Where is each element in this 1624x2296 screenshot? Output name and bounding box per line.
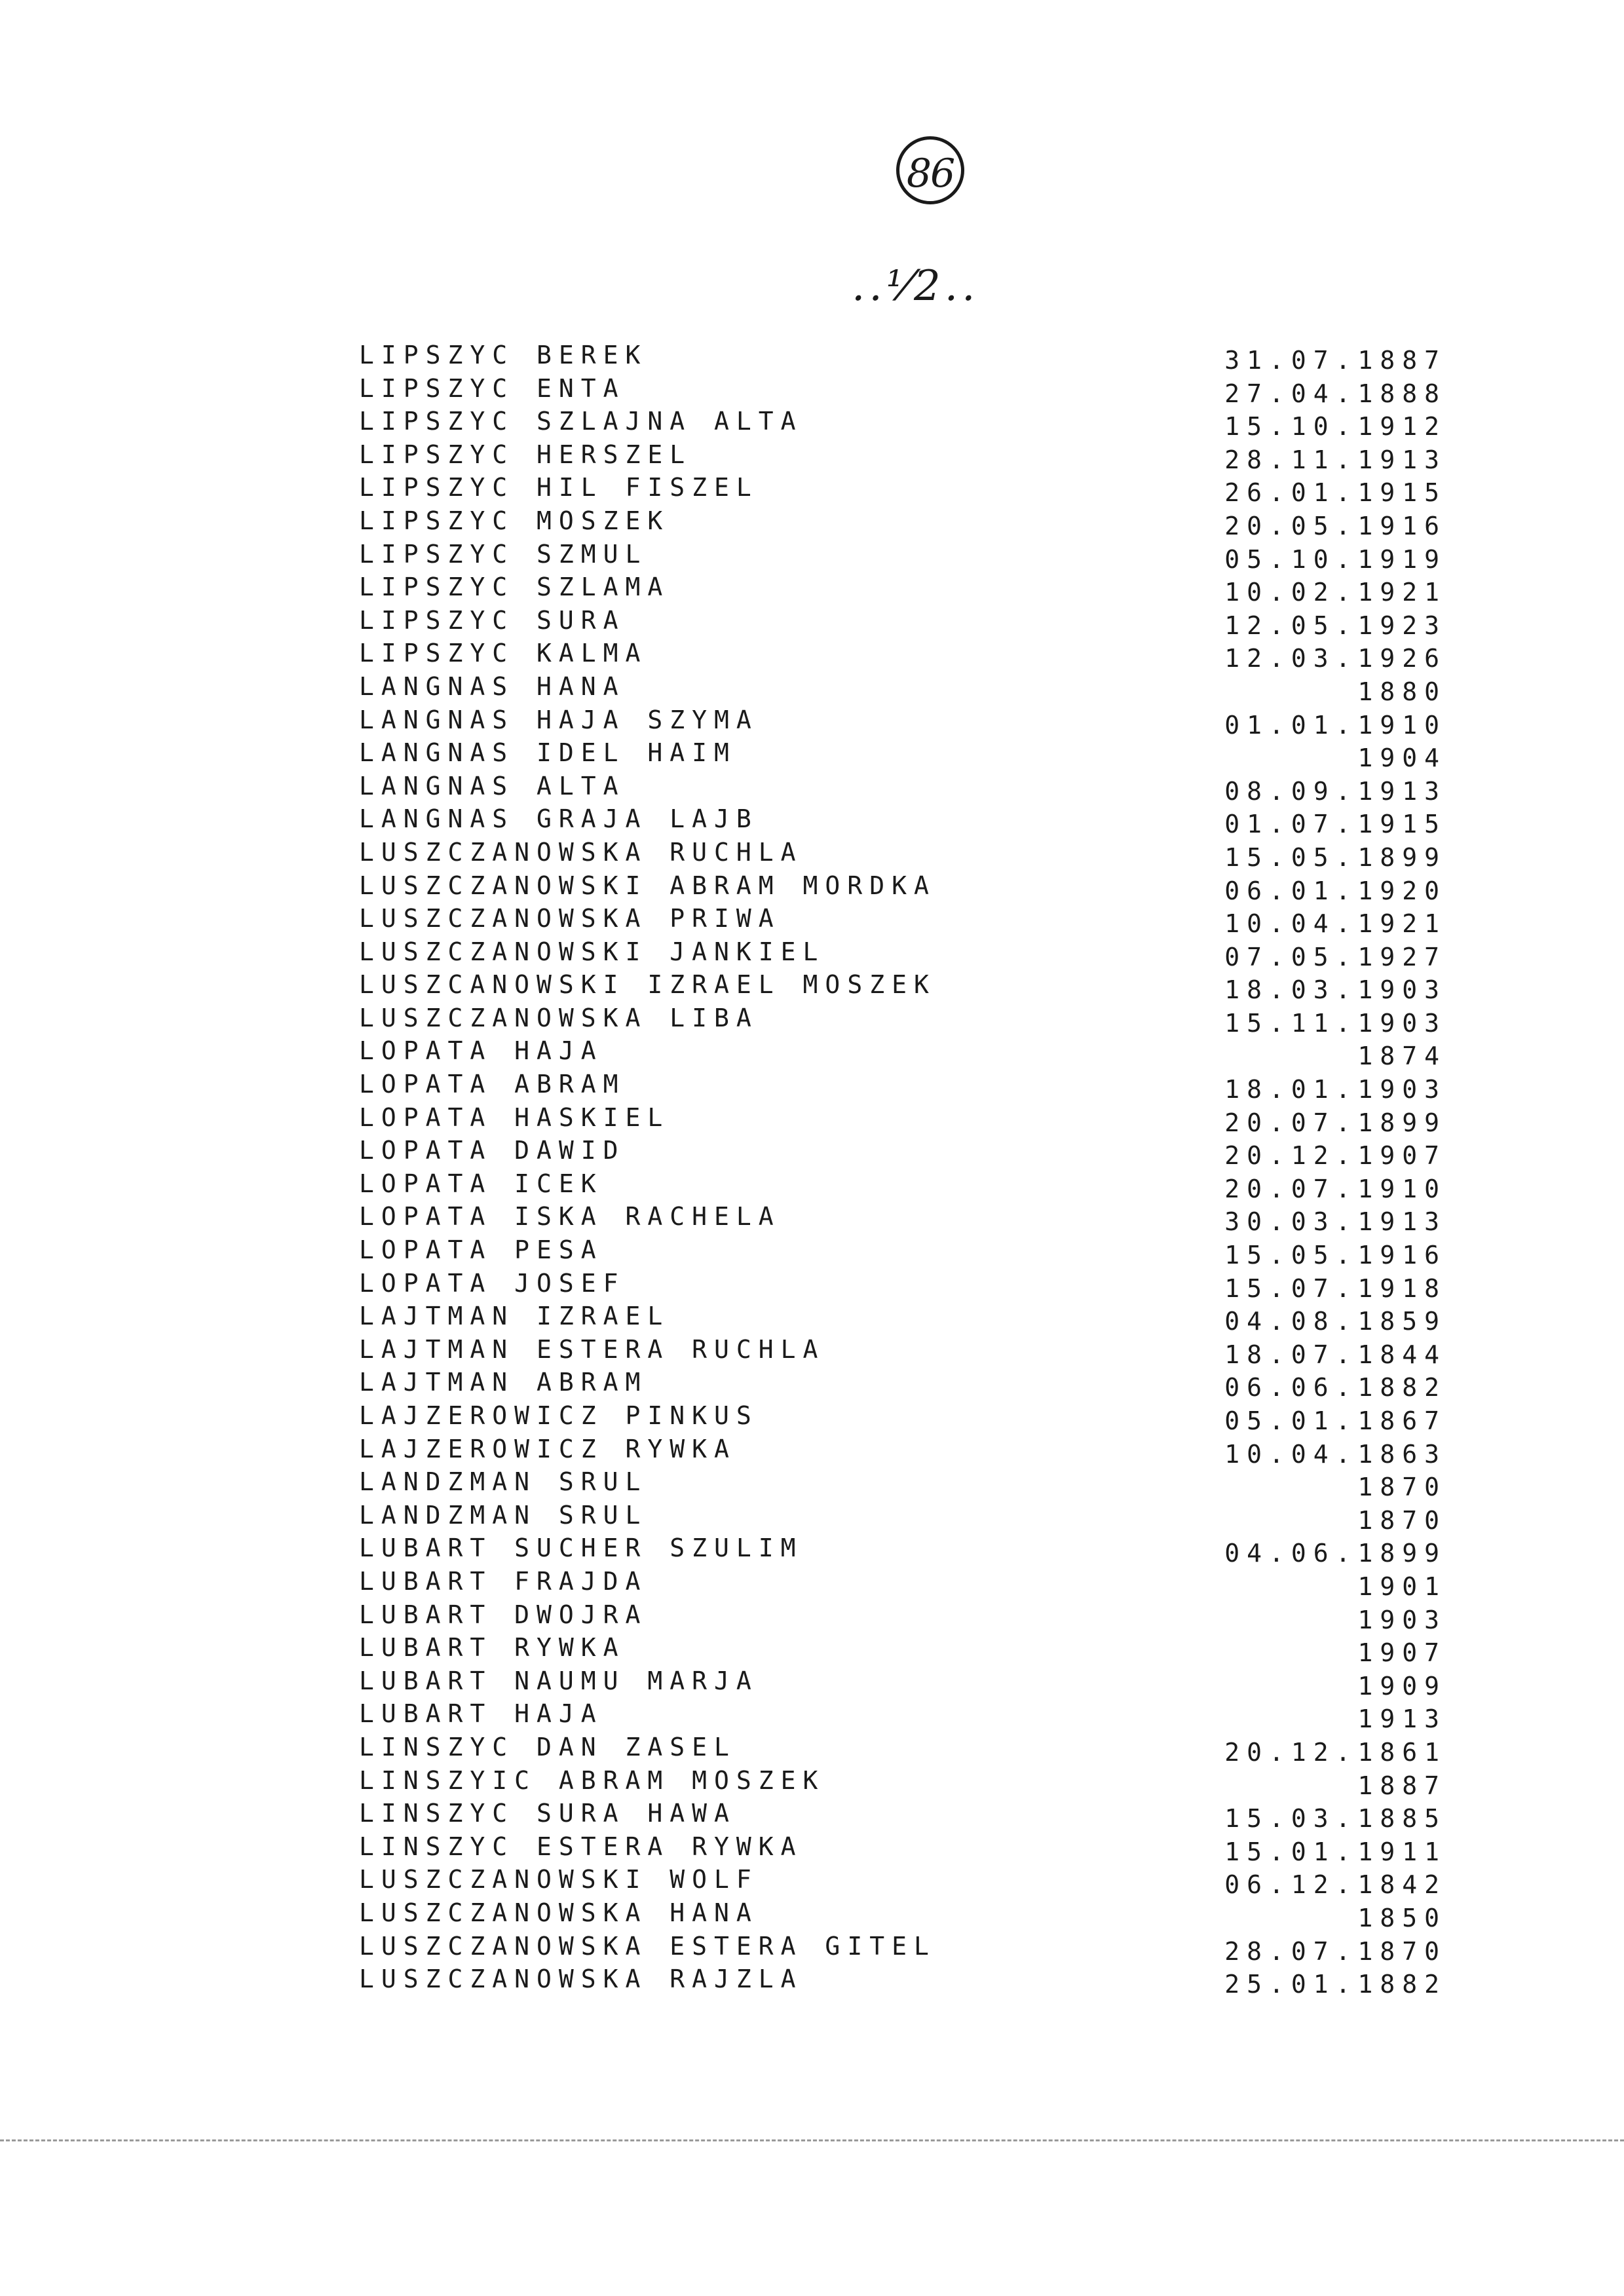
person-name: LAJTMAN ESTERA RUCHLA (359, 1334, 825, 1364)
birth-date: 1901 (1357, 1571, 1446, 1601)
birth-date: 1903 (1357, 1605, 1446, 1634)
register-row (359, 1136, 1446, 1169)
birth-date: 12.03.1926 (1224, 644, 1446, 673)
register-row (359, 838, 1446, 871)
register-row (359, 904, 1446, 937)
register-row (359, 970, 1446, 1004)
register-row (359, 1898, 1446, 1932)
person-name: LAJTMAN IZRAEL (359, 1302, 670, 1331)
register-row (359, 1865, 1446, 1898)
person-name: LUSZCZANOWSKA ESTERA GITEL (359, 1931, 936, 1961)
birth-date: 08.09.1913 (1224, 776, 1446, 806)
birth-date: 15.10.1912 (1224, 412, 1446, 442)
person-name: LOPATA PESA (359, 1235, 603, 1265)
register-row (359, 937, 1446, 971)
register-row (359, 1832, 1446, 1866)
register-row (359, 1169, 1446, 1203)
person-name: LOPATA ISKA RACHELA (359, 1202, 781, 1232)
person-name: LUSZCZANOWSKA RUCHLA (359, 837, 803, 867)
birth-date: 20.12.1907 (1224, 1141, 1446, 1171)
register-row (359, 1567, 1446, 1600)
person-name: LUSZCANOWSKI IZRAEL MOSZEK (359, 970, 936, 1000)
register-row (359, 473, 1446, 506)
birth-date: 01.07.1915 (1224, 810, 1446, 839)
birth-date: 06.12.1842 (1224, 1870, 1446, 1900)
person-name: LIPSZYC KALMA (359, 639, 648, 668)
register-row (359, 804, 1446, 838)
birth-date: 06.06.1882 (1224, 1373, 1446, 1402)
person-name: LOPATA ICEK (359, 1169, 603, 1198)
person-name: LINSZYIC ABRAM MOSZEK (359, 1765, 825, 1795)
person-name: LANGNAS GRAJA LAJB (359, 804, 759, 834)
person-name: LIPSZYC SZLAJNA ALTA (359, 407, 803, 436)
register-row (359, 1932, 1446, 1965)
register-row (359, 1600, 1446, 1634)
birth-date: 15.05.1916 (1224, 1241, 1446, 1270)
birth-date: 26.01.1915 (1224, 478, 1446, 508)
person-name: LIPSZYC HIL FISZEL (359, 473, 759, 502)
birth-date: 18.07.1844 (1224, 1340, 1446, 1369)
register-row (359, 871, 1446, 905)
birth-date: 1870 (1357, 1473, 1446, 1502)
person-name: LOPATA ABRAM (359, 1070, 626, 1099)
person-name: LANDZMAN SRUL (359, 1500, 648, 1530)
person-name: LANGNAS IDEL HAIM (359, 738, 736, 768)
birth-date: 20.07.1910 (1224, 1174, 1446, 1203)
register-row (359, 407, 1446, 440)
person-name: LIPSZYC SURA (359, 605, 626, 635)
register-row (359, 1269, 1446, 1302)
register-row (359, 1036, 1446, 1070)
birth-date: 18.01.1903 (1224, 1075, 1446, 1104)
birth-date: 15.07.1918 (1224, 1273, 1446, 1303)
birth-date: 27.04.1888 (1224, 379, 1446, 408)
person-name: LINSZYC ESTERA RYWKA (359, 1832, 803, 1861)
register-row (359, 1235, 1446, 1269)
register-row (359, 341, 1446, 374)
birth-date: 1874 (1357, 1042, 1446, 1071)
person-name: LUBART SUCHER SZULIM (359, 1534, 803, 1563)
person-name: LOPATA DAWID (359, 1136, 626, 1165)
register-row (359, 1401, 1446, 1435)
birth-date: 04.08.1859 (1224, 1307, 1446, 1336)
birth-date: 1904 (1357, 743, 1446, 773)
birth-date: 1850 (1357, 1903, 1446, 1932)
person-name: LINSZYC SURA HAWA (359, 1799, 736, 1828)
continuation-mark: ..⅟2.. (852, 262, 979, 311)
register-row (359, 706, 1446, 739)
person-name: LANGNAS ALTA (359, 771, 626, 800)
person-name: LUBART HAJA (359, 1699, 603, 1729)
person-name: LUBART NAUMU MARJA (359, 1666, 759, 1695)
register-row (359, 1435, 1446, 1468)
page-number-stamp: 86 (896, 136, 964, 204)
person-name: LIPSZYC SZLAMA (359, 573, 670, 602)
birth-date: 31.07.1887 (1224, 346, 1446, 375)
register-row (359, 1965, 1446, 1998)
person-name: LOPATA HASKIEL (359, 1102, 670, 1132)
birth-date: 15.03.1885 (1224, 1804, 1446, 1834)
birth-date: 04.06.1899 (1224, 1539, 1446, 1568)
register-row (359, 540, 1446, 573)
person-name: LUSZCZANOWSKA LIBA (359, 1003, 759, 1032)
register-row (359, 1666, 1446, 1700)
birth-date: 1887 (1357, 1771, 1446, 1800)
register-row (359, 1202, 1446, 1235)
person-name: LUSZCZANOWSKI JANKIEL (359, 937, 825, 966)
birth-date: 05.01.1867 (1224, 1406, 1446, 1435)
birth-date: 20.12.1861 (1224, 1737, 1446, 1767)
register-row (359, 1004, 1446, 1037)
person-name: LAJTMAN ABRAM (359, 1368, 648, 1397)
birth-date: 1913 (1357, 1704, 1446, 1734)
birth-date: 05.10.1919 (1224, 544, 1446, 574)
person-name: LUBART FRAJDA (359, 1566, 648, 1596)
register-row (359, 672, 1446, 706)
birth-date: 28.11.1913 (1224, 445, 1446, 474)
register-row (359, 1335, 1446, 1368)
person-name: LIPSZYC MOSZEK (359, 506, 670, 535)
person-name: LANDZMAN SRUL (359, 1467, 648, 1497)
person-name: LUSZCZANOWSKA HANA (359, 1898, 759, 1927)
register-row (359, 738, 1446, 772)
person-name: LAJZEROWICZ RYWKA (359, 1434, 736, 1463)
register-row (359, 1070, 1446, 1103)
register-row (359, 606, 1446, 639)
register-row (359, 639, 1446, 672)
register-row (359, 1501, 1446, 1534)
birth-date: 15.05.1899 (1224, 842, 1446, 872)
register-row (359, 1699, 1446, 1733)
person-name: LUSZCZANOWSKA PRIWA (359, 904, 781, 933)
person-name: LUSZCZANOWSKA RAJZLA (359, 1965, 803, 1994)
birth-date: 10.02.1921 (1224, 578, 1446, 607)
person-name: LANGNAS HAJA SZYMA (359, 705, 759, 734)
register-row (359, 1368, 1446, 1401)
birth-date: 1907 (1357, 1638, 1446, 1668)
register-row (359, 1799, 1446, 1832)
register-row (359, 1766, 1446, 1799)
birth-date: 1880 (1357, 677, 1446, 706)
birth-date: 15.11.1903 (1224, 1008, 1446, 1038)
register-row (359, 772, 1446, 805)
birth-date: 10.04.1863 (1224, 1439, 1446, 1469)
birth-date: 1909 (1357, 1671, 1446, 1701)
bottom-dashed-rule (0, 2139, 1624, 2141)
register-row (359, 374, 1446, 407)
person-name: LOPATA JOSEF (359, 1268, 626, 1298)
birth-date: 12.05.1923 (1224, 611, 1446, 640)
birth-date: 28.07.1870 (1224, 1936, 1446, 1966)
birth-date: 10.04.1921 (1224, 909, 1446, 939)
person-name: LAJZEROWICZ PINKUS (359, 1401, 759, 1430)
person-name: LIPSZYC SZMUL (359, 539, 648, 569)
person-name: LUSZCZANOWSKI ABRAM MORDKA (359, 871, 936, 900)
birth-date: 25.01.1882 (1224, 1970, 1446, 1999)
register-row (359, 1534, 1446, 1567)
register-row (359, 573, 1446, 606)
birth-date: 20.05.1916 (1224, 511, 1446, 540)
person-name: LUBART RYWKA (359, 1633, 626, 1663)
birth-date: 06.01.1920 (1224, 876, 1446, 905)
register-row (359, 1302, 1446, 1335)
register-row (359, 1733, 1446, 1766)
birth-date: 30.03.1913 (1224, 1207, 1446, 1237)
person-name: LUBART DWOJRA (359, 1600, 648, 1629)
person-name: LIPSZYC BEREK (359, 341, 648, 369)
register-row (359, 1467, 1446, 1501)
birth-date: 07.05.1927 (1224, 942, 1446, 971)
birth-date: 15.01.1911 (1224, 1837, 1446, 1866)
birth-date: 20.07.1899 (1224, 1108, 1446, 1137)
person-name: LOPATA HAJA (359, 1036, 603, 1066)
person-name: LIPSZYC HERSZEL (359, 440, 692, 469)
person-name: LINSZYC DAN ZASEL (359, 1732, 736, 1761)
birth-date: 18.03.1903 (1224, 975, 1446, 1005)
birth-date: 01.01.1910 (1224, 710, 1446, 740)
person-name: LANGNAS HANA (359, 671, 626, 701)
birth-date: 1870 (1357, 1505, 1446, 1535)
register-row (359, 440, 1446, 474)
register-row (359, 1633, 1446, 1666)
person-name: LUSZCZANOWSKI WOLF (359, 1865, 759, 1894)
register-row (359, 506, 1446, 540)
register-list (359, 341, 1446, 1998)
register-row (359, 1103, 1446, 1137)
person-name: LIPSZYC ENTA (359, 373, 626, 403)
